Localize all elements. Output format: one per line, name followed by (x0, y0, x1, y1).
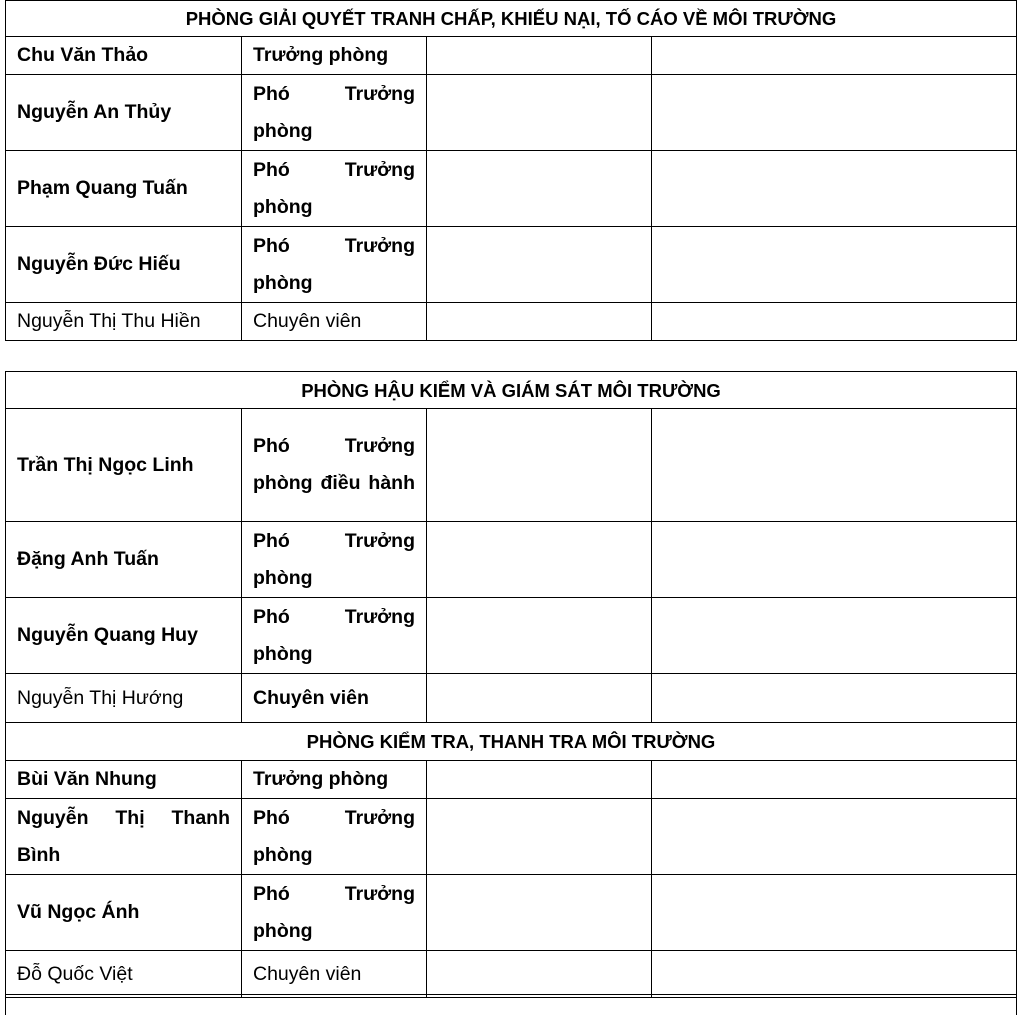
empty-cell (427, 151, 652, 227)
name-cell: Trần Thị Ngọc Linh (6, 409, 242, 522)
name-cell: Nguyễn Đức Hiếu (6, 227, 242, 303)
empty-cell (652, 598, 1017, 674)
empty-cell (652, 522, 1017, 598)
empty-cell (652, 75, 1017, 151)
table-row (6, 409, 1017, 522)
empty-cell (652, 37, 1017, 75)
table-row (6, 674, 1017, 723)
table-row (6, 598, 1017, 674)
empty-cell (427, 227, 652, 303)
empty-cell (652, 151, 1017, 227)
role-cell: Phó Trưởng phòng (242, 799, 427, 875)
next-section-header-partial (5, 994, 1017, 1015)
role-cell: Phó Trưởng phòng điều hành (242, 409, 427, 522)
name-cell: Đỗ Quốc Việt (6, 951, 242, 998)
name-cell: Vũ Ngọc Ánh (6, 875, 242, 951)
table-row (6, 37, 1017, 75)
empty-cell (652, 761, 1017, 799)
empty-cell (652, 227, 1017, 303)
table-section-1 (5, 0, 1017, 341)
empty-cell (427, 75, 652, 151)
table-row (6, 875, 1017, 951)
role-cell: Chuyên viên (242, 303, 427, 341)
table-row (6, 799, 1017, 875)
role-cell: Phó Trưởng phòng (242, 598, 427, 674)
table-row (6, 151, 1017, 227)
table-row (6, 75, 1017, 151)
empty-cell (427, 37, 652, 75)
name-cell: Đặng Anh Tuấn (6, 522, 242, 598)
empty-cell (427, 303, 652, 341)
empty-cell (427, 761, 652, 799)
empty-cell (652, 674, 1017, 723)
table-section-2 (5, 371, 1017, 998)
empty-cell (427, 951, 652, 998)
name-cell: Nguyễn Thị Thanh Bình (6, 799, 242, 875)
role-cell: Phó Trưởng phòng (242, 875, 427, 951)
name-cell: Chu Văn Thảo (6, 37, 242, 75)
empty-cell (652, 951, 1017, 998)
role-cell: Trưởng phòng (242, 37, 427, 75)
empty-cell (427, 674, 652, 723)
name-cell: Nguyễn Quang Huy (6, 598, 242, 674)
table-row (6, 522, 1017, 598)
role-cell: Phó Trưởng phòng (242, 227, 427, 303)
role-cell: Trưởng phòng (242, 761, 427, 799)
empty-cell (427, 799, 652, 875)
table-row (6, 227, 1017, 303)
table-row (6, 761, 1017, 799)
role-cell: Phó Trưởng phòng (242, 522, 427, 598)
table-row (6, 951, 1017, 998)
role-cell: Phó Trưởng phòng (242, 75, 427, 151)
section-title: PHÒNG HẬU KIỂM VÀ GIÁM SÁT MÔI TRƯỜNG (6, 372, 1017, 409)
name-cell: Nguyễn An Thủy (6, 75, 242, 151)
section-title: PHÒNG GIẢI QUYẾT TRANH CHẤP, KHIẾU NẠI, TỐ CÁO VỀ MÔI TRƯỜNG (6, 1, 1017, 37)
empty-cell (652, 303, 1017, 341)
empty-cell (652, 799, 1017, 875)
empty-cell (427, 875, 652, 951)
empty-cell (427, 409, 652, 522)
section-title: PHÒNG KIỂM TRA, THANH TRA MÔI TRƯỜNG (6, 723, 1017, 761)
empty-cell (652, 409, 1017, 522)
name-cell: Nguyễn Thị Hướng (6, 674, 242, 723)
empty-cell (427, 522, 652, 598)
table-row (6, 303, 1017, 341)
name-cell: Nguyễn Thị Thu Hiền (6, 303, 242, 341)
name-cell: Phạm Quang Tuấn (6, 151, 242, 227)
empty-cell (427, 598, 652, 674)
role-cell: Phó Trưởng phòng (242, 151, 427, 227)
name-cell: Bùi Văn Nhung (6, 761, 242, 799)
role-cell: Chuyên viên (242, 951, 427, 998)
empty-cell (652, 875, 1017, 951)
role-cell: Chuyên viên (242, 674, 427, 723)
